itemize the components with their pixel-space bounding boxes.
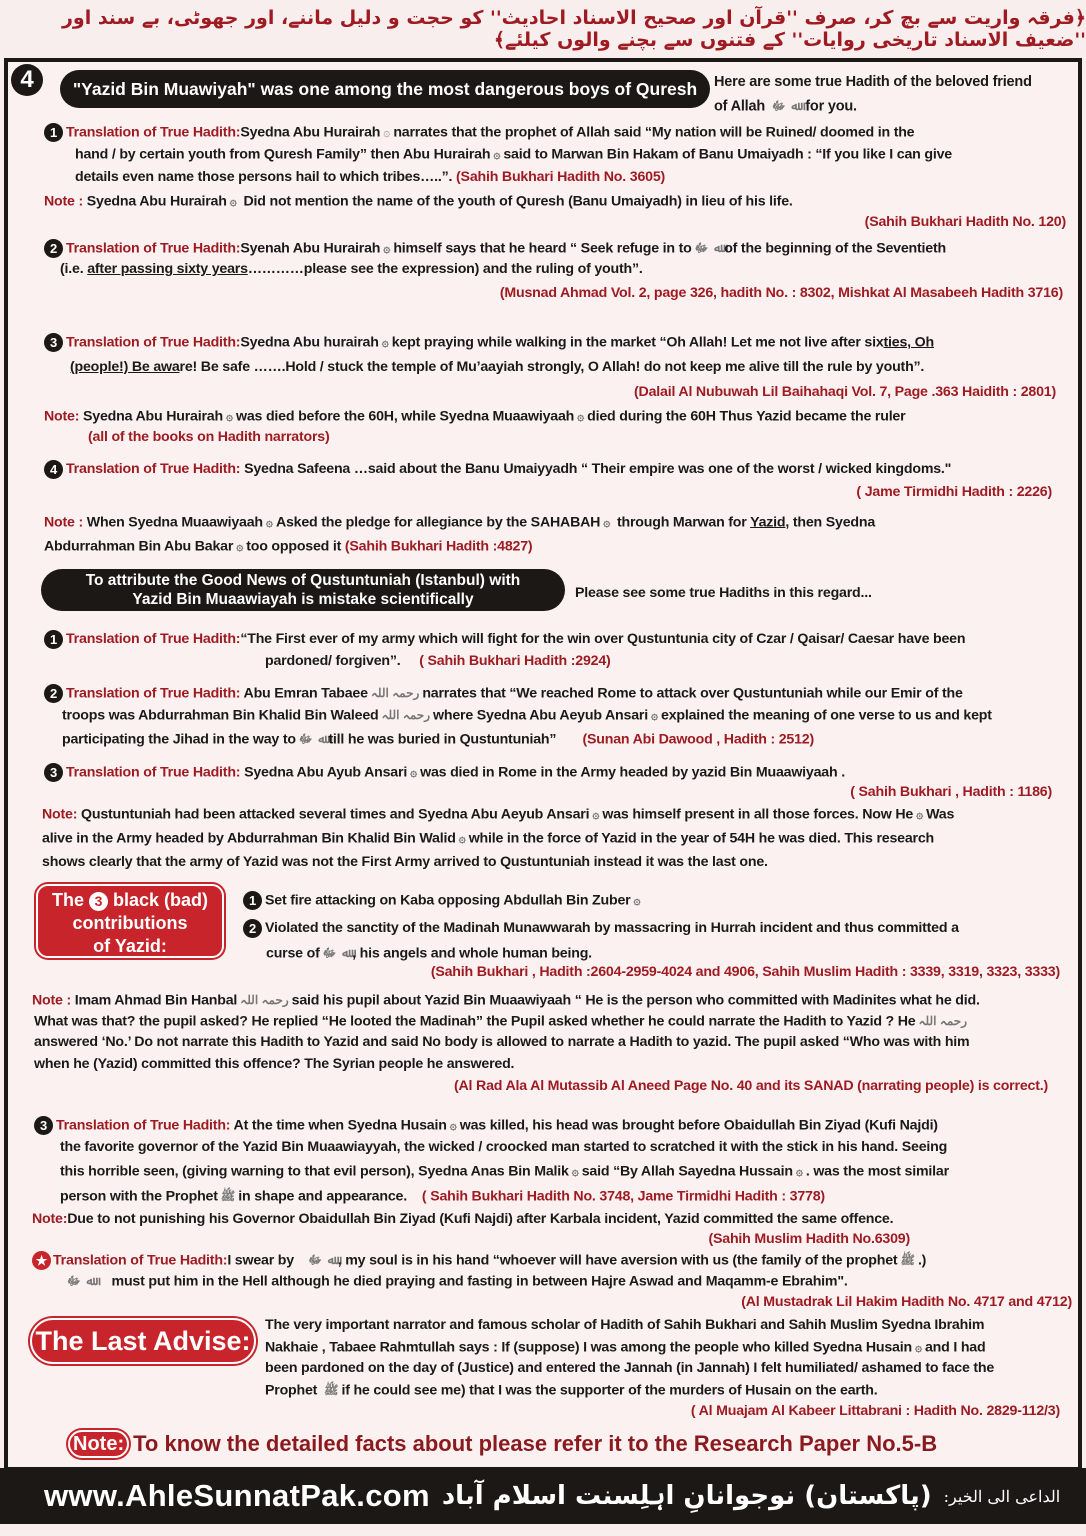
number-badge: 1 xyxy=(44,630,63,649)
last-advise-badge: The Last Advise: xyxy=(30,1318,256,1364)
note-text: through Marwan for xyxy=(617,514,747,531)
last-advise-line2 xyxy=(265,1337,1080,1358)
contribution-1 xyxy=(243,890,643,911)
rahmatullah-glyph-icon: رحمہ اللہ xyxy=(381,708,431,722)
section-title-pill: "Yazid Bin Muawiyah" was one among the most dangerous boys of Quresh xyxy=(60,70,710,108)
pill-line-2: Yazid Bin Muaawiayah is mistake scientifically xyxy=(132,591,474,608)
hadith-text: Syedna Safeena …said about the Banu Umaiyyadh “ Their empire was one of the worst / wicked kingdoms." xyxy=(244,461,952,477)
star-hadith-line2 xyxy=(64,1271,1074,1292)
hadith-text: said to Marwan Bin Hakam of Banu Umaiyadh : “If you like I can give xyxy=(503,146,952,163)
number-badge: 2 xyxy=(44,239,63,258)
qustuntuniah-intro: Please see some true Hadiths in this regard... xyxy=(575,585,872,601)
note-text: , then Syedna xyxy=(785,514,876,531)
intro-text-a: of Allah xyxy=(714,98,766,115)
hanbal-note-line4: when he (Yazid) committed this offence? The Syrian people he answered. xyxy=(34,1056,515,1072)
hadith-label: Translation of True Hadith: xyxy=(66,461,241,477)
hadith-text: .) xyxy=(917,1252,927,1269)
note-text: What was that? the pupil asked? He replied “He looted the Madinah” the Pupil asked whether he could narrate the Hadith to Yazid ? He xyxy=(34,1013,916,1030)
jalla-glyph-icon: ﷻ xyxy=(771,99,786,113)
note-text: while in the force of Yazid in the year of 54H he was died. This research xyxy=(468,830,935,847)
qust-note-line2 xyxy=(42,828,1082,849)
hadith-text: person with the Prophet xyxy=(60,1188,218,1205)
hadith-1-line2 xyxy=(75,144,1075,165)
underlined-text: ties, Oh xyxy=(883,334,934,351)
hanbal-note-line3: answered ‘No.’ Do not narrate this Hadith to Yazid and said No body is allowed to narrate a Hadith to yazid. The pupil asked “Who was with him xyxy=(34,1034,970,1050)
hadith-3-note xyxy=(44,406,1074,427)
hadith-label: Translation of True Hadith: xyxy=(66,764,241,781)
number-badge: 3 xyxy=(44,763,63,782)
last-advise-line3: been pardoned on the day of (Justice) and entered the Jannah (in Jannah) I felt humiliated/ ashamed to face the xyxy=(265,1360,995,1376)
hadith-label: Translation of True Hadith: xyxy=(66,631,241,647)
number-badge: 1 xyxy=(44,123,63,142)
radi-glyph-icon: ۞ xyxy=(795,1164,803,1178)
radi-glyph-icon: ۞ xyxy=(914,1340,922,1354)
pill-line-1: To attribute the Good News of Qustuntuniah (Istanbul) with xyxy=(85,572,521,589)
hadith-text: Syedna Abu Hurairah xyxy=(240,124,381,141)
hadith-text: explained the meaning of one verse to us and kept xyxy=(661,707,992,724)
qust-hadith-2 xyxy=(44,683,1084,704)
radi-glyph-icon: ۞ xyxy=(383,125,391,139)
hadith-text: details even name those persons hail to which tribes…..”. xyxy=(75,169,453,185)
note-badge: Note: xyxy=(68,1430,129,1458)
number-badge: 3 xyxy=(44,333,63,352)
hanbal-note-ref: (Al Rad Ala Al Mutassib Al Aneed Page No. 40 and its SANAD (narrating people) is correct.) xyxy=(453,1078,1048,1094)
contribution-text: Set fire attacking on Kaba opposing Abdullah Bin Zuber xyxy=(265,892,631,909)
allah-glyph-icon: ﷲ xyxy=(86,1274,94,1288)
hadith-text: said “By Allah Sayedna Hussain xyxy=(581,1163,793,1180)
intro-text-b: for you. xyxy=(805,98,857,115)
advise-text: if he could see me) that I was the supporter of the murders of Husain on the earth. xyxy=(341,1382,878,1399)
note-text: was himself present in all those forces. Now He xyxy=(602,806,914,823)
hadith-label: Translation of True Hadith: xyxy=(66,124,241,141)
note-text: alive in the Army headed by Abdurrahman Bin Khalid Bin Walid xyxy=(42,830,456,847)
radi-glyph-icon: ۞ xyxy=(577,409,585,423)
rahmatullah-glyph-icon: رحمہ اللہ xyxy=(240,993,289,1007)
hadith-label: Translation of True Hadith: xyxy=(66,685,241,702)
hadith-3-line2 xyxy=(70,357,1070,378)
note-text: Syedna Abu Hurairah xyxy=(86,193,227,210)
qust-hadith-3-ref: ( Sahih Bukhari , Hadith : 1186) xyxy=(850,784,1052,800)
rahmatullah-glyph-icon: رحمہ اللہ xyxy=(370,686,420,700)
hadith-text: hand / by certain youth from Quresh Family” then Abu Hurairah xyxy=(75,146,491,163)
advise-text: and I had xyxy=(924,1339,986,1356)
note-text: died during the 60H Thus Yazid became the ruler xyxy=(587,408,906,425)
number-badge: 3 xyxy=(34,1116,53,1135)
rahmatullah-glyph-icon: رحمہ اللہ xyxy=(918,1014,967,1028)
hadith-3 xyxy=(44,332,1084,353)
qust-hadith-3 xyxy=(44,762,1084,783)
website-link[interactable]: www.AhleSunnatPak.com xyxy=(44,1478,430,1513)
radi-glyph-icon: ۞ xyxy=(650,708,658,722)
hadith-4-note xyxy=(44,512,1074,533)
hadith-text: was died in Rome in the Army headed by yazid Bin Muaawiyaah . xyxy=(420,764,845,781)
qust-hadith-2-line3 xyxy=(62,729,1062,750)
hadith-reference: ( Sahih Bukhari Hadith No. 3748, Jame Tirmidhi Hadith : 3778) xyxy=(421,1188,825,1205)
hadith-text: pardoned/ forgiven”. xyxy=(265,653,401,669)
jalla-glyph-icon: ﷻ xyxy=(298,732,313,746)
underlined-text: Yazid xyxy=(750,514,786,531)
radi-glyph-icon: ۞ xyxy=(410,765,418,779)
hadith-text: where Syedna Abu Aeyub Ansari xyxy=(433,707,648,724)
saw-glyph-icon: ﷺ xyxy=(323,1383,339,1397)
number-badge: 4 xyxy=(44,460,63,479)
hadith-text: in shape and appearance. xyxy=(238,1188,407,1205)
qust-hadith-1 xyxy=(44,629,1084,650)
last-advise-ref: ( Al Muajam Al Kabeer Littabrani : Hadith No. 2829-112/3) xyxy=(690,1403,1060,1419)
note-label: Note : xyxy=(44,514,83,531)
note-text: was died before the 60H, while Syedna Muaawiyaah xyxy=(236,408,575,425)
advise-text: Nakhaie , Tabaee Rahmtullah says : If (suppose) I was among the people who killed Syedna Husain xyxy=(265,1339,912,1356)
black-contributions-badge xyxy=(36,884,224,958)
footer-org-prefix: الداعی الی الخیر: xyxy=(943,1486,1061,1506)
husain-hadith xyxy=(34,1115,1084,1136)
star-hadith-ref: (Al Mustadrak Lil Hakim Hadith No. 4717 and 4712) xyxy=(741,1294,1072,1310)
radi-glyph-icon: ۞ xyxy=(225,409,233,423)
note-label: Note : xyxy=(44,193,83,210)
note-text: said his pupil about Yazid Bin Muaawiyaah “ He is the person who committed with Madinites what he did. xyxy=(291,992,980,1009)
contribution-2 xyxy=(243,918,1083,939)
section-intro-line2 xyxy=(714,96,857,117)
underlined-text: (people!) Be awa xyxy=(70,359,180,375)
note-text: Due to not punishing his Governor Obaidullah Bin Ziyad (Kufi Najdi) after Karbala incident, Yazid committed the same offence. xyxy=(67,1211,894,1227)
advise-text: Prophet xyxy=(265,1382,318,1399)
hadith-text: …………please see the expression) and the ruling of youth”. xyxy=(247,261,643,277)
section-number-badge: 4 xyxy=(11,64,43,96)
star-icon: ★ xyxy=(32,1251,51,1270)
hadith-4-ref: ( Jame Tirmidhi Hadith : 2226) xyxy=(856,484,1052,500)
husain-note-ref: (Sahih Muslim Hadith No.6309) xyxy=(708,1231,910,1247)
last-advise-line4 xyxy=(265,1380,1080,1401)
note-label: Note : xyxy=(32,992,71,1009)
allah-glyph-icon: ﷲ xyxy=(714,241,722,255)
radi-glyph-icon: ۞ xyxy=(229,194,237,208)
hadith-text: of the beginning of the Seventieth xyxy=(724,240,946,257)
hadith-2-line2 xyxy=(60,259,1060,280)
qust-note-line1 xyxy=(42,804,1082,825)
jalla-glyph-icon: ﷻ xyxy=(322,946,337,960)
allah-glyph-icon: ﷲ xyxy=(791,99,799,113)
hadith-text: “The First ever of my army which will fight for the win over Qustuntunia city of Czar / Qaisar/ Caesar have been xyxy=(240,631,966,647)
number-badge: 1 xyxy=(243,891,262,910)
hadith-text: kept praying while walking in the market “Oh Allah! Let me not live after six xyxy=(391,334,884,351)
jalla-glyph-icon: ﷻ xyxy=(67,1274,81,1288)
radi-glyph-icon: ۞ xyxy=(493,147,501,161)
note-label: Note: xyxy=(32,1211,68,1227)
note-text: Imam Ahmad Bin Hanbal xyxy=(74,992,238,1009)
note-text: Syedna Abu Hurairah xyxy=(83,408,223,425)
hadith-4 xyxy=(44,459,1084,480)
radi-glyph-icon: ۞ xyxy=(449,1118,457,1132)
number-badge: 2 xyxy=(44,684,63,703)
hadith-3-note-ref: (all of the books on Hadith narrators) xyxy=(88,429,330,445)
hadith-text: (i.e. xyxy=(60,261,84,277)
number-badge: 2 xyxy=(243,919,262,938)
radi-glyph-icon: ۞ xyxy=(236,539,244,553)
hadith-1-note xyxy=(44,191,1074,212)
hadith-reference: ( Sahih Bukhari Hadith :2924) xyxy=(419,653,611,669)
note-text: Was xyxy=(926,806,955,823)
contribution-text: , his angels and whole human being. xyxy=(352,945,592,962)
hadith-1-note-ref: (Sahih Bukhari Hadith No. 120) xyxy=(864,214,1066,230)
hadith-label: Translation of True Hadith: xyxy=(56,1117,231,1134)
radi-glyph-icon: ۞ xyxy=(381,335,389,349)
hadith-text: this horrible seen, (giving warning to that evil person), Syedna Anas Bin Malik xyxy=(60,1163,569,1180)
hadith-2-ref: (Musnad Ahmad Vol. 2, page 326, hadith No. : 8302, Mishkat Al Masabeeh Hadith 3716) xyxy=(499,285,1063,301)
note-reference: (Sahih Bukhari Hadith :4827) xyxy=(344,538,533,555)
hadith-text: Abu Emran Tabaee xyxy=(243,685,368,702)
husain-hadith-line4 xyxy=(60,1186,1080,1207)
hadith-text: till he was buried in Qustuntuniah” xyxy=(328,731,557,748)
saw-glyph-icon: ﷺ xyxy=(900,1253,915,1267)
hadith-reference: (Sunan Abi Dawood , Hadith : 2512) xyxy=(582,731,815,748)
hadith-text: I swear by xyxy=(227,1252,294,1269)
radi-glyph-icon: ۞ xyxy=(571,1164,579,1178)
urdu-banner: ﴿فرقہ واریت سے بچ کر، صرف ''قرآن اور صحیح الاسناد احادیث'' کو حجت و دلیل ماننے، اور جھوٹی، بے سند اور ''ضعیف الاسناد تاریخی روایات'' کے فتنوں سے بچنے والوں کیلئے﴾ xyxy=(61,7,1086,51)
radi-glyph-icon: ۞ xyxy=(916,807,924,821)
badge-number: 3 xyxy=(89,892,108,911)
note-text: too opposed it xyxy=(246,538,342,555)
husain-note xyxy=(32,1209,1082,1230)
hanbal-note-line2 xyxy=(34,1011,1084,1032)
star-hadith xyxy=(32,1250,1082,1271)
section-intro-line1: Here are some true Hadith of the beloved friend xyxy=(714,74,1032,90)
contribution-text: Violated the sanctity of the Madinah Munawwarah by massacring in Hurrah incident and thus committed a xyxy=(265,920,959,936)
hadith-reference: (Sahih Bukhari Hadith No. 3605) xyxy=(456,169,666,185)
hadith-text: Syedna Abu Ayub Ansari xyxy=(244,764,408,781)
note-text: When Syedna Muaawiyaah xyxy=(86,514,263,531)
jalla-glyph-icon: ﷻ xyxy=(308,1253,322,1267)
note-text: Did not mention the name of the youth of Quresh (Banu Umaiyadh) in lieu of his life. xyxy=(243,193,793,210)
radi-glyph-icon: ۞ xyxy=(633,893,641,907)
radi-glyph-icon: ۞ xyxy=(383,241,391,255)
badge-line-1: The 3 black (bad) xyxy=(51,890,209,910)
hadith-label: Translation of True Hadith: xyxy=(66,240,241,257)
badge-line-2: contributions xyxy=(72,913,188,933)
allah-glyph-icon: ﷲ xyxy=(327,1253,335,1267)
hadith-text: narrates that the prophet of Allah said “My nation will be Ruined/ doomed in the xyxy=(393,124,915,141)
qustuntuniah-title-pill xyxy=(41,569,565,611)
radi-glyph-icon: ۞ xyxy=(265,515,273,529)
note-label: Note: xyxy=(42,806,78,823)
final-note-text: To know the detailed facts about please refer it to the Research Paper No.5-B xyxy=(133,1431,938,1456)
hadith-text: troops was Abdurrahman Bin Khalid Bin Waleed xyxy=(62,707,379,724)
hadith-text: participating the Jihad in the way to xyxy=(62,731,296,748)
hadith-1-line3 xyxy=(75,167,1075,188)
radi-glyph-icon: ۞ xyxy=(592,807,600,821)
underlined-text: after passing sixty years xyxy=(87,261,248,277)
hadith-4-note-line2 xyxy=(44,536,1074,557)
note-text: Qustuntuniah had been attacked several times and Syedna Abu Aeyub Ansari xyxy=(81,806,590,823)
husain-hadith-line3 xyxy=(60,1161,1080,1182)
footer-org-name: (پاکستان) نوجوانانِ اہلِسنت اسلام آباد xyxy=(441,1481,932,1511)
note-label: Note: xyxy=(44,408,80,425)
radi-glyph-icon: ۞ xyxy=(458,831,466,845)
hadith-text: himself says that he heard “ Seek refuge in to xyxy=(393,240,692,257)
hadith-2 xyxy=(44,238,1084,259)
qust-hadith-2-line2 xyxy=(62,705,1082,726)
hadith-3-ref: (Dalail Al Nubuwah Lil Baihahaqi Vol. 7, Page .363 Haidith : 2801) xyxy=(634,384,1056,400)
contributions-ref: (Sahih Bukhari , Hadith :2604-2959-4024 and 4906, Sahih Muslim Hadith : 3339, 3319, 3323, 3333) xyxy=(430,964,1060,980)
hadith-text: , my soul is in his hand “whoever will have aversion with us (the family of the prophet xyxy=(337,1252,898,1269)
hadith-text: . was the most similar xyxy=(805,1163,949,1180)
footer-bar xyxy=(0,1468,1086,1524)
hadith-text: was killed, his head was brought before Obaidullah Bin Ziyad (Kufi Najdi) xyxy=(459,1117,938,1134)
husain-hadith-line2: the favorite governor of the Yazid Bin Muaawiayyah, the wicked / croocked man started to scratched it with the stick in his hand. Seeing xyxy=(60,1139,948,1155)
qust-hadith-1-line2 xyxy=(265,651,611,672)
allah-glyph-icon: ﷲ xyxy=(318,732,326,746)
final-note xyxy=(68,1429,937,1459)
hadith-label: Translation of True Hadith: xyxy=(66,334,241,351)
radi-glyph-icon: ۞ xyxy=(603,515,611,529)
hadith-label: Translation of True Hadith: xyxy=(53,1252,228,1269)
hadith-text: narrates that “We reached Rome to attack over Qustuntuniah while our Emir of the xyxy=(422,685,963,702)
badge-line-3: of Yazid: xyxy=(93,936,167,956)
hadith-text: re! Be safe …….Hold / stuck the temple of Mu’aayiah strongly, O Allah! do not keep me alive till the rule by youth”. xyxy=(179,359,925,375)
allah-glyph-icon: ﷲ xyxy=(342,946,350,960)
last-advise-line1: The very important narrator and famous scholar of Hadith of Sahih Bukhari and Sahih Muslim Syedna Ibrahim xyxy=(265,1317,985,1333)
qust-note-line3: shows clearly that the army of Yazid was not the First Army arrived to Qustuntuniah instead it was the last one. xyxy=(42,854,768,870)
saw-glyph-icon: ﷺ xyxy=(220,1189,236,1203)
hanbal-note-line1 xyxy=(32,990,1082,1011)
note-text: Abdurrahman Bin Abu Bakar xyxy=(44,538,234,555)
note-text: Asked the pledge for allegiance by the SAHABAH xyxy=(275,514,601,531)
hadith-text: Syedna Abu hurairah xyxy=(240,334,379,351)
jalla-glyph-icon: ﷻ xyxy=(694,241,709,255)
hadith-1 xyxy=(44,122,1074,143)
hadith-text: At the time when Syedna Husain xyxy=(233,1117,447,1134)
hadith-text: must put him in the Hell although he died praying and fasting in between Hajre Aswad and Maqamm-e Ebrahim". xyxy=(111,1273,848,1290)
hadith-text: Syenah Abu Hurairah xyxy=(240,240,381,257)
contribution-text: curse of xyxy=(266,945,320,962)
